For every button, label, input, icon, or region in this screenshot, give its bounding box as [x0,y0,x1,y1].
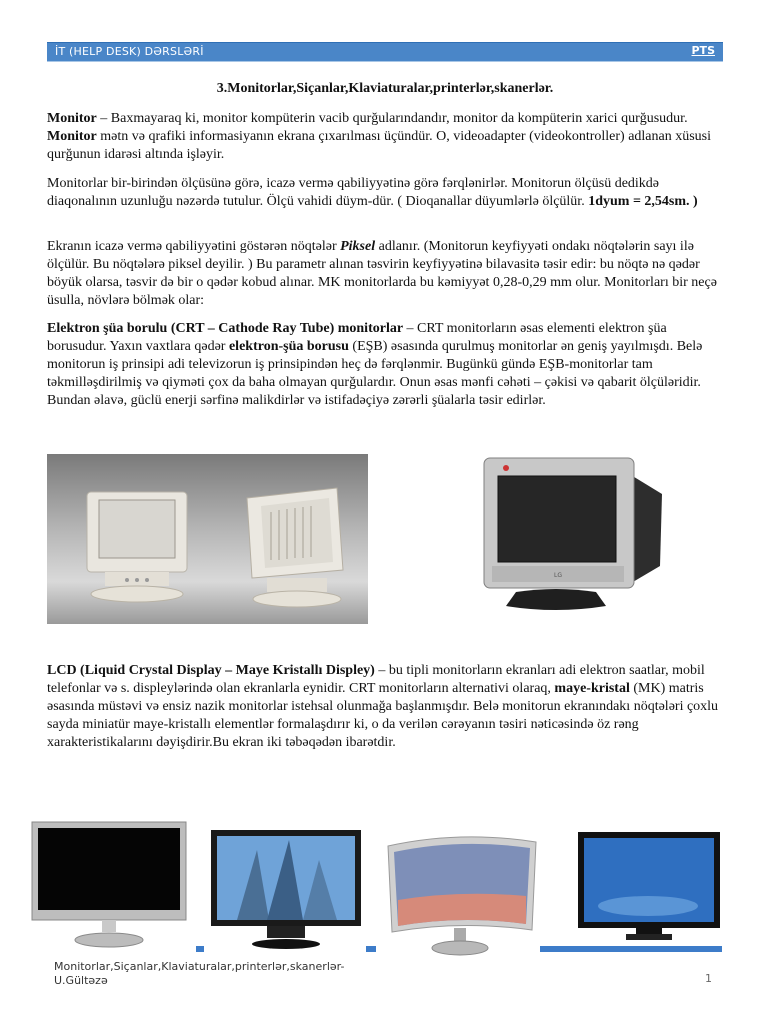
paragraph-lcd [47,662,723,752]
crt-monitors-photo [47,454,368,624]
footer-rule-segment [196,946,204,952]
text-run: adlanır. (Monitorun keyfiyyəti ondakı nöqtələrin sayı ilə ölçülür. Bu nöqtələrə piksel deyilir. ) Bu parametr alınan təsvirin keyfiyyətinə bilavasitə təsir edir: bu nöqtə nə qədər böyük olarsa, təsvir də bir o qədər kobud alınar. MK monitorlarda bu kəmiyyət 0,28-0,29 mm olur. Monitorları bir neçə üsulla, növlərə bölmək olar: [47,239,717,308]
bold-term: Elektron şüa borulu (CRT – Cathode Ray Tube) monitorlar [47,321,404,336]
document-title: 3.Monitorlar,Siçanlar,Klaviaturalar,printerlər,skanerlər. [216,81,554,96]
bold-term: Monitor [47,129,97,144]
text-run: – bu tipli monitorların ekranları adi elektron saatlar, mobil telefonlar və s. displeylərində olan ekranlarla eynidir. CRT monitorların alternativi olaraq, [47,663,705,696]
text-run: Ekranın icazə vermə qabiliyyətini göstərən nöqtələr [47,239,341,254]
footer-rule-segment [366,946,376,952]
bold-term: elektron-şüa borusu [228,339,349,354]
lcd-illustration-2 [207,820,367,952]
text-run: – CRT monitorların əsas elementi elektron şüa borusudur. Yaxın vaxtlara qədər [47,321,667,354]
header-title: İT (HELP DESK) DƏRSLƏRİ [55,45,204,58]
lcd-monitor-photo-2 [207,820,367,952]
text-run: mətn və qrafiki informasiyanın ekrana çıxarılması üçündür. O, videoadapter (videokontroller) adlanan xüsusi qurğunun idarəsi altında işləyir. [47,129,712,162]
bold-term: Monitor [47,111,97,126]
text-run: Monitorlar bir-birindən ölçüsünə görə, icazə vermə qabiliyyətinə görə fərqlənirlər. Monitorun ölçüsü dedikdə diaqonalının uzunluğu nəzərdə tutulur. Ölçü vahidi düym-dür. ( Dioqanallar düyumlərlə ölçülür. [47,176,660,209]
lcd-monitor-photo-1 [30,820,188,952]
footer-line-1: Monitorlar,Siçanlar,Klaviaturalar,printerlər,skanerlər- [54,960,345,973]
page-number: 1 [705,972,712,985]
lcd-illustration-1 [30,820,188,952]
bold-italic-term: Piksel [340,239,376,254]
paragraph-pixel [47,238,723,310]
text-run: (MK) matris əsasında müstəvi və ensiz nazik monitorlar istehsal olunmağa başlanmışdır. Belə monitorun ekranındakı nöqtələri çoxlu sayda miniatür maye-kristallı elementlər formalaşdırır ki, o da verilən cərəyanın təsiri nəticəsində öz rəng xarakteristikalarını dəyişdirir.Bu ekran iki təbəqədən ibarətdir. [47,681,719,750]
header-pts-link[interactable]: PTS [691,44,715,57]
text-run: (EŞB) əsasında qurulmuş monitorlar ən geniş yayılmışdı. Belə monitorun iş prinsipi adi televizorun iş prinsipindən heç də fərqlənmir. Bugünkü gündə EŞB-monitorlar tam təkmilləşdirilmiş və qiymətі çox da baha olmayan qurğulardır. Onun əsas mənfi cəhəti – çəkisi və qabarit ölçüləridir. Bundan əlavə, güclü enerji sərfinə malikdirlər və istifadəçiyə zərərli şüalarla təsir edirlər. [47,339,703,408]
crt-front-monitor [87,492,187,602]
header-bar [47,42,723,62]
lcd-monitor-photo-3 [380,820,542,960]
footer-caption [54,960,344,988]
paragraph-monitor [47,110,723,164]
footer-line-2: U.Gültəzə [54,974,108,987]
lcd-illustration-4 [576,820,722,946]
paragraph-crt [47,320,723,410]
crt-pair-illustration [47,454,368,624]
svg-text:LG: LG [554,572,562,579]
paragraph-size [47,175,723,211]
footer-rule-segment [540,946,722,952]
crt-monitor-lg-photo [476,454,666,619]
bold-term: maye-kristal [554,681,630,696]
lcd-illustration-3 [380,820,542,960]
bold-term: LCD (Liquid Crystal Display – Maye Kristallı Displey) [47,663,375,678]
text-run: – Baxmayaraq ki, monitor kompüterin vacib qurğularındandır, monitor da kompüterin xarici qurğusudur. [96,111,688,126]
crt-single-illustration [476,454,666,619]
bold-term: 1dyum = 2,54sm. ) [588,194,698,209]
crt-back-monitor [247,488,343,607]
lcd-monitor-photo-4 [576,820,722,946]
